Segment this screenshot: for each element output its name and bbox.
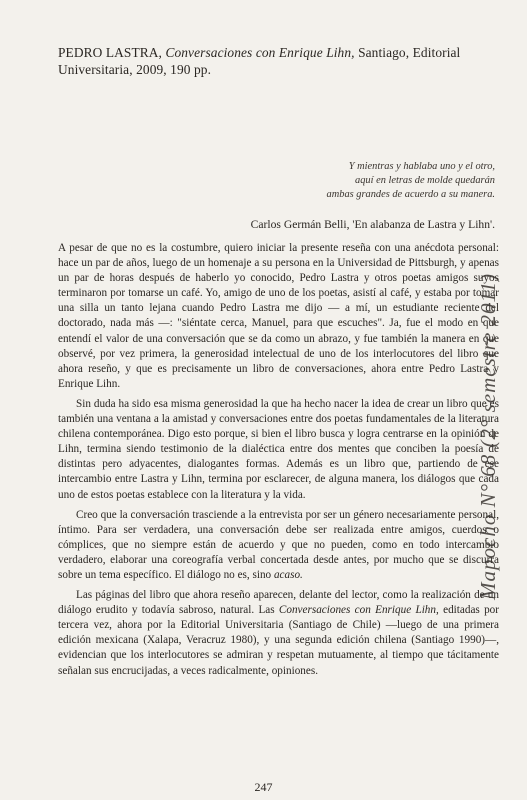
epigraph-attribution: Carlos Germán Belli, 'En alabanza de Lastra y Lihn'. <box>250 218 495 231</box>
paragraph <box>58 241 499 392</box>
paragraph <box>58 588 499 679</box>
paragraph-text: Creo que la conversación trasciende a la entrevista por ser un género necesariamente personal, íntimo. Para ser verdadera, una conversación debe ser realizada entre amigos, cuerdos o cómplices, que no siempre están de acuerdo y que no pueden, como en todo intercambio verdadero, elaborar una coreografía verbal concertada desde antes, por mucho que se discurra sobre un tema específico. El diálogo no es, sino <box>58 508 499 581</box>
paragraph-italic: acaso. <box>273 568 303 581</box>
handwritten-margin-note: Mapocho N° 68 (2° semestre 2011) <box>476 273 500 600</box>
header-author: PEDRO LASTRA, <box>58 45 162 60</box>
paragraph <box>58 397 499 503</box>
paragraph-text: Las páginas del libro que ahora reseño aparecen, delante del lector, como la realización de un diálogo erudito y todavía sabroso, natural. Las <box>58 589 499 617</box>
review-body <box>58 241 499 684</box>
epigraph-line: aquí en letras de molde quedarán <box>355 175 495 187</box>
header-book-title: Conversaciones con Enrique Lihn, <box>165 45 355 60</box>
header-publisher: Santiago, Editorial Universitaria, 2009, 190 pp. <box>58 45 461 77</box>
paragraph-text: editadas por tercera vez, ahora por la Editorial Universitaria (Santiago de Chile) —luego de una primera edición mexicana (Xalapa, Veracruz 1980), y una segunda edición chilena (Santiago 1990)—, evidencian que los interlocutores se admiran y respetan mutuamente, al tiempo que tácitamente señalan sus encrucijadas, a veces radicalmente, opiniones. <box>58 604 499 677</box>
epigraph-line: Y mientras y hablaba uno y el otro, <box>348 161 495 172</box>
paragraph-text: A pesar de que no es la costumbre, quiero iniciar la presente reseña con una anécdota personal: hace un par de años, luego de un homenaje a su persona en la Universidad de Pittsburgh, y apenas un par de horas después de haberlo yo conocido, Pedro Lastra y otros poetas amigos suyos terminaron por tomarse un café. Yo, amigo de uno de los poetas, asistí al café, y estaba por tomar una silla un tanto lejana cuando Pedro Lastra me dijo — a mí, un estudiante reciente del doctorado, nada más —: "siéntate cerca, Manuel, para que escuches". Ja, fue el modo en que entendí el valor de una conversación que se da como un abrazo, y fue también la manera en que observé, por vez primera, la generosidad intelectual de uno de los interlocutores del libro que ahora reseño, y que es precisamente un libro de conversaciones, ahora entre Pedro Lastra y Enrique Lihn. <box>58 242 499 390</box>
paragraph <box>58 508 499 583</box>
epigraph <box>235 160 495 203</box>
paragraph-italic: Conversaciones con Enrique Lihn, <box>278 604 439 617</box>
paragraph-text: Sin duda ha sido esa misma generosidad la que ha hecho nacer la idea de crear un libro que es también una ventana a la amistad y conversaciones entre dos poetas fundamentales de la literatura chilena contemporánea. Digo esto porque, si bien el libro busca y logra centrarse en la opinión de Lihn, termina siendo testimonio de la dialéctica entre dos mentes que conciben la poesía de distintas pero adyacentes, dialogantes formas. Además es un libro que, partiendo de ese intercambio entre Lastra y Lihn, termina por esclarecer, de alguna manera, los diálogos que cada uno de estos poetas establece con la literatura y la vida. <box>58 397 499 501</box>
review-header <box>58 44 478 78</box>
page-number: 247 <box>254 780 273 794</box>
epigraph-line: ambas grandes de acuerdo a su manera. <box>326 189 495 201</box>
